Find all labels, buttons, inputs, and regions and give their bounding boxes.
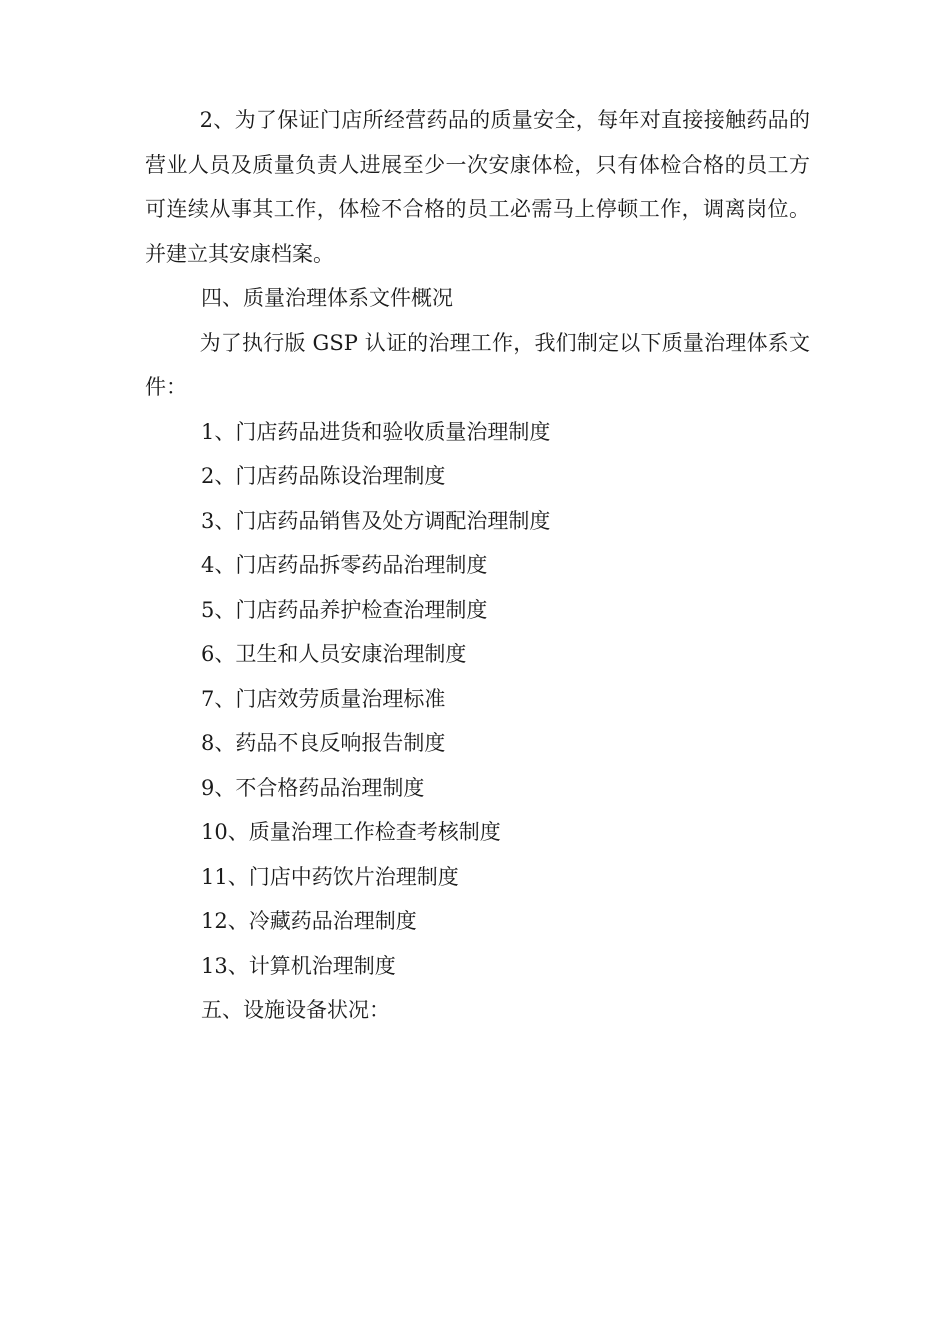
list-item: 10、质量治理工作检查考核制度 — [201, 820, 501, 844]
list-item: 9、不合格药品治理制度 — [201, 775, 425, 800]
document-body — [145, 98, 810, 1033]
paragraph-health-check: 2、为了保证门店所经营药品的质量安全，每年对直接接触药品的营业人员及质量负责人进展至少一次安康体检，只有体检合格的员工方可连续从事其工作，体检不合格的员工必需马上停顿工作，调离岗位。并建立其安康档案。 — [145, 108, 810, 266]
list-item: 6、卫生和人员安康治理制度 — [201, 642, 467, 666]
list-item: 2、门店药品陈设治理制度 — [201, 464, 446, 488]
list-item: 7、门店效劳质量治理标准 — [201, 686, 446, 711]
paragraph-intro: 为了执行版 GSP 认证的治理工作，我们制定以下质量治理体系文件： — [145, 330, 810, 399]
section-heading-four: 四、质量治理体系文件概况 — [201, 286, 453, 310]
list-item: 12、冷藏药品治理制度 — [201, 909, 417, 933]
list-item: 8、药品不良反响报告制度 — [201, 731, 446, 755]
list-item: 5、门店药品养护检查治理制度 — [201, 597, 488, 622]
list-item: 1、门店药品进货和验收质量治理制度 — [201, 419, 551, 444]
list-item: 13、计算机治理制度 — [201, 953, 396, 978]
list-item: 11、门店中药饮片治理制度 — [201, 864, 459, 889]
list-item: 4、门店药品拆零药品治理制度 — [201, 553, 488, 577]
list-item: 3、门店药品销售及处方调配治理制度 — [201, 508, 551, 533]
section-heading-five: 五、设施设备状况： — [201, 998, 390, 1022]
